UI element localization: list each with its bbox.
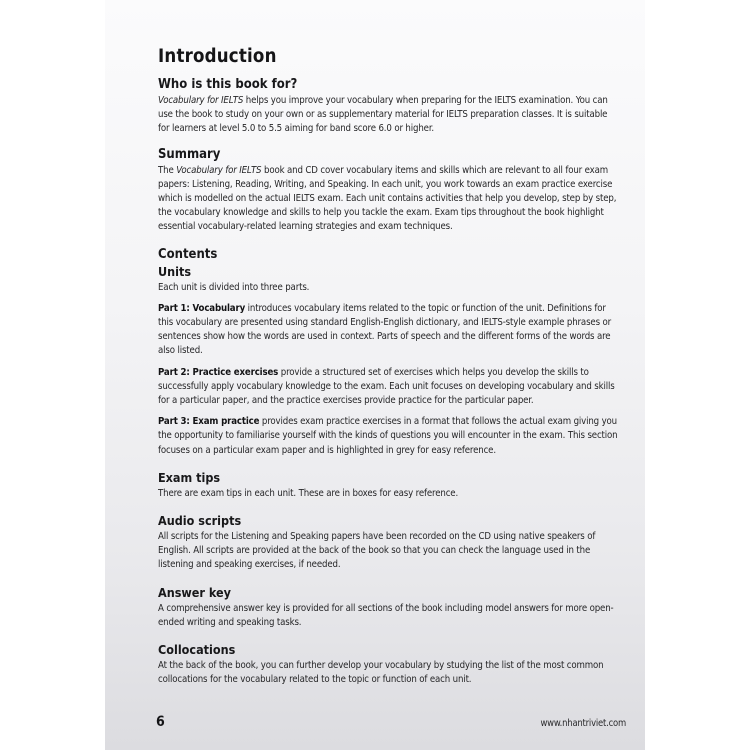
subsection-heading: Audio scripts (158, 513, 242, 529)
subsection-collocations (158, 642, 620, 687)
page-content (158, 46, 620, 697)
section-body: The Vocabulary for IELTS book and CD cover vocabulary items and skills which are relevant to all four exam papers: Listening, Reading, Writing, and Speaking. In each unit, you work towards an exam practice exercise which is modelled on the actual IELTS exam. Each unit contains activities that help you develop, step by step, the vocabulary knowledge and skills to help you tackle the exam. Exam tips throughout the book highlight essential vocabulary-related learning strategies and exam techniques. (158, 164, 617, 233)
subsection-body: At the back of the book, you can further develop your vocabulary by studying the list of the most common collocations for the vocabulary related to the topic or function of each unit. (158, 660, 604, 686)
units-intro: Each unit is divided into three parts. (158, 281, 310, 293)
part-label: Part 3: Exam practice (158, 416, 260, 428)
subsection-heading: Collocations (158, 642, 236, 658)
section-who-is-this-book-for (158, 77, 620, 137)
subsection-body: There are exam tips in each unit. These are in boxes for easy reference. (158, 487, 459, 499)
subsection-units (158, 264, 620, 458)
subsection-body: All scripts for the Listening and Speaking papers have been recorded on the CD using native speakers of English. All scripts are provided at the back of the book so that you can check the language used in the listening and speaking exercises, if needed. (158, 531, 596, 571)
book-title-italic: Vocabulary for IELTS (176, 164, 262, 176)
subsection-heading: Answer key (158, 584, 231, 600)
section-heading: Summary (158, 146, 221, 162)
book-title-italic: Vocabulary for IELTS (158, 95, 244, 106)
subsection-answer-key (158, 585, 620, 630)
book-page (105, 0, 645, 750)
section-heading: Who is this book for? (158, 77, 298, 92)
unit-part-1: Part 1: Vocabulary introduces vocabulary items related to the topic or function of the unit. Definitions for this vocabulary are presented using standard English-English dictionary, and IELTS-style example phrases or sentences show how the words are used in context. Parts of speech and the different forms of the words are also listed. (158, 302, 612, 357)
part-label: Part 1: Vocabulary (158, 302, 246, 314)
section-summary (158, 147, 620, 235)
section-contents (158, 247, 620, 688)
part-label: Part 2: Practice exercises (158, 366, 279, 378)
page-title: Introduction (158, 46, 277, 67)
unit-part-2: Part 2: Practice exercises provide a structured set of exercises which helps you develop the skills to successfully apply vocabulary knowledge to the exam. Each unit focuses on developing vocabulary and skills for a particular paper, and the practice exercises provide practice for the particular paper. (158, 366, 615, 407)
page-number: 6 (156, 714, 165, 730)
section-body: Vocabulary for IELTS helps you improve your vocabulary when preparing for the IELTS examination. You can use the book to study on your own or as supplementary material for IELTS preparation classes. It is suitable for learners at level 5.0 to 5.5 aiming for band score 6.0 or higher. (158, 95, 608, 135)
subsection-exam-tips (158, 470, 620, 501)
subsection-body: A comprehensive answer key is provided for all sections of the book including model answers for more open-ended writing and speaking tasks. (158, 602, 614, 628)
subsection-heading: Units (158, 263, 192, 279)
publisher-url: www.nhantriviet.com (540, 718, 626, 729)
subsection-heading: Exam tips (158, 469, 221, 485)
subsection-audio-scripts (158, 513, 620, 573)
unit-part-3: Part 3: Exam practice provides exam practice exercises in a format that follows the actual exam giving you the opportunity to familiarise yourself with the kinds of questions you will encounter in the exam. This section focuses on a particular exam paper and is highlighted in grey for easy reference. (158, 416, 618, 456)
section-heading: Contents (158, 246, 218, 262)
